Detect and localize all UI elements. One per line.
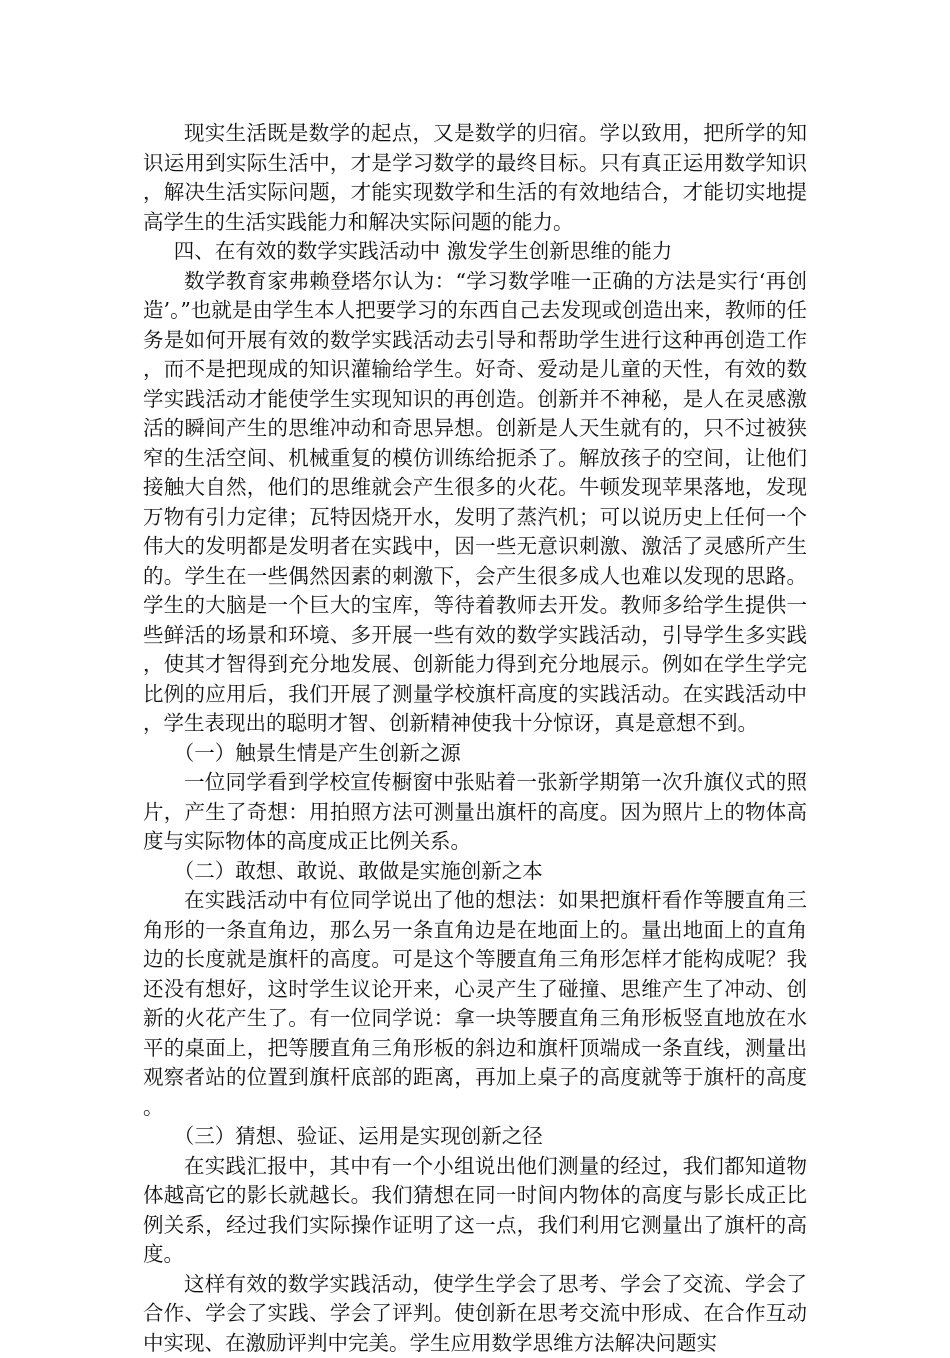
paragraph-triangle-idea: 在实践活动中有位同学说出了他的想法：如果把旗杆看作等腰直角三角形的一条直角边，那么另一条直角边是在地面上的。量出地面上的直角边的长度就是旗杆的高度。可是这个等腰直角三角形怎样才能构成呢？我还没有想好，这时学生议论开来，心灵产生了碰撞、思维产生了冲动、创新的火花产生了。有一位同学说：拿一块等腰直角三角形板竖直地放在水平的桌面上，把等腰直角三角形板的斜边和旗杆顶端成一条直线，测量出观察者站的位置到旗杆底部的距离，再加上桌子的高度就等于旗杆的高度。	[143, 886, 807, 1122]
section-heading-four: 四、在有效的数学实践活动中 激发学生创新思维的能力	[143, 237, 807, 267]
paragraph-freudenthal: 数学教育家弗赖登塔尔认为：“学习数学唯一正确的方法是实行‘再创造’。”也就是由学生本人把要学习的东西自己去发现或创造出来，教师的任务是如何开展有效的数学实践活动去引导和帮助学生进行这种再创造工作，而不是把现成的知识灌输给学生。好奇、爱动是儿童的天性，有效的数学实践活动才能使学生实现知识的再创造。创新并不神秘，是人在灵感激活的瞬间产生的思维冲动和奇思异想。创新是人天生就有的，只不过被狭窄的生活空间、机械重复的模仿训练给扼杀了。解放孩子的空间，让他们接触大自然，他们的思维就会产生很多的火花。牛顿发现苹果落地，发现万物有引力定律；瓦特因烧开水，发明了蒸汽机；可以说历史上任何一个伟大的发明都是发明者在实践中，因一些无意识刺激、激活了灵感所产生的。学生在一些偶然因素的刺激下，会产生很多成人也难以发现的思路。学生的大脑是一个巨大的宝库，等待着教师去开发。教师多给学生提供一些鲜活的场景和环境、多开展一些有效的数学实践活动，引导学生多实践，使其才智得到充分地发展、创新能力得到充分地展示。例如在学生学完比例的应用后，我们开展了测量学校旗杆高度的实践活动。在实践活动中，学生表现出的聪明才智、创新精神使我十分惊讶，真是意想不到。	[143, 267, 807, 739]
subheading-one: （一）触景生情是产生创新之源	[143, 739, 807, 769]
paragraph-shadow-idea: 在实践汇报中，其中有一个小组说出他们测量的经过，我们都知道物体越高它的影长就越长。我们猜想在同一时间内物体的高度与影长成正比例关系，经过我们实际操作证明了这一点，我们利用它测量出了旗杆的高度。	[143, 1152, 807, 1270]
paragraph-life-and-math: 现实生活既是数学的起点，又是数学的归宿。学以致用，把所学的知识运用到实际生活中，才是学习数学的最终目标。只有真正运用数学知识，解决生活实际问题，才能实现数学和生活的有效地结合，才能切实地提高学生的生活实践能力和解决实际问题的能力。	[143, 119, 807, 237]
paragraph-photo-idea: 一位同学看到学校宣传橱窗中张贴着一张新学期第一次升旗仪式的照片，产生了奇想：用拍照方法可测量出旗杆的高度。因为照片上的物体高度与实际物体的高度成正比例关系。	[143, 768, 807, 857]
subheading-two: （二）敢想、敢说、敢做是实施创新之本	[143, 857, 807, 887]
document-body	[143, 119, 807, 1358]
paragraph-summary: 这样有效的数学实践活动，使学生学会了思考、学会了交流、学会了合作、学会了实践、学会了评判。使创新在思考交流中形成、在合作互动中实现、在激励评判中完美。学生应用数学思维方法解决问题实	[143, 1270, 807, 1358]
subheading-three: （三）猜想、验证、运用是实现创新之径	[143, 1122, 807, 1152]
